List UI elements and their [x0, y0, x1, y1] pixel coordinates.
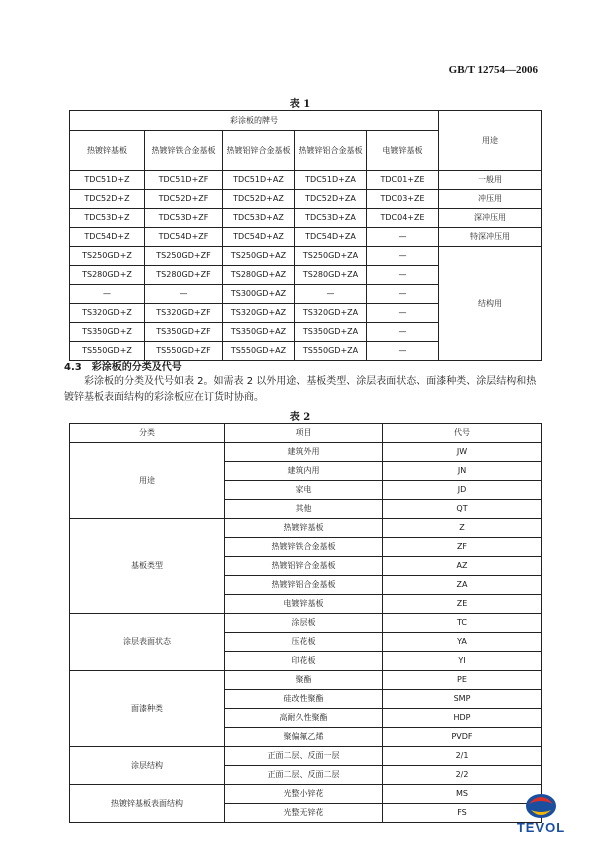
grade-cell: — — [145, 285, 223, 304]
item-cell: 聚偏氟乙烯 — [225, 728, 383, 747]
grade-cell: TS550GD+AZ — [223, 342, 295, 361]
item-cell: 家电 — [225, 481, 383, 500]
item-cell: 热镀锌铁合金基板 — [225, 538, 383, 557]
code-cell: 2/1 — [383, 747, 542, 766]
grade-cell: TDC51D+ZA — [295, 171, 367, 190]
code-cell: Z — [383, 519, 542, 538]
grade-cell: TS280GD+AZ — [223, 266, 295, 285]
column-header-cell: 分类 — [70, 424, 225, 443]
grade-cell: TS250GD+AZ — [223, 247, 295, 266]
code-cell: ZE — [383, 595, 542, 614]
grade-cell: TDC04+ZE — [367, 209, 439, 228]
item-cell: 印花板 — [225, 652, 383, 671]
code-cell: MS — [383, 785, 542, 804]
grade-cell: TS320GD+AZ — [223, 304, 295, 323]
grade-cell: TS250GD+ZA — [295, 247, 367, 266]
grade-cell: TDC03+ZE — [367, 190, 439, 209]
item-cell: 聚酯 — [225, 671, 383, 690]
code-cell: PE — [383, 671, 542, 690]
grade-cell: TS350GD+Z — [70, 323, 145, 342]
grade-cell: TDC01+ZE — [367, 171, 439, 190]
table-row — [70, 671, 542, 690]
code-cell: TC — [383, 614, 542, 633]
category-cell: 基板类型 — [70, 519, 225, 614]
grade-cell: TS280GD+ZF — [145, 266, 223, 285]
table2-caption: 表 2 — [289, 412, 311, 423]
item-cell: 建筑内用 — [225, 462, 383, 481]
grade-cell: — — [367, 304, 439, 323]
code-cell: JN — [383, 462, 542, 481]
grade-cell: — — [367, 342, 439, 361]
grade-cell: TS280GD+Z — [70, 266, 145, 285]
grade-cell: TS350GD+AZ — [223, 323, 295, 342]
grade-cell: TS300GD+AZ — [223, 285, 295, 304]
grade-cell: TS550GD+Z — [70, 342, 145, 361]
code-cell: PVDF — [383, 728, 542, 747]
usage-cell: 结构用 — [439, 247, 542, 361]
grade-cell: TDC54D+Z — [70, 228, 145, 247]
grade-cell: TS550GD+ZA — [295, 342, 367, 361]
item-cell: 正面二层、反面二层 — [225, 766, 383, 785]
usage-cell: 冲压用 — [439, 190, 542, 209]
column-header-cell: 热镀铝锌合金基板 — [223, 131, 295, 171]
item-cell: 光整无锌花 — [225, 804, 383, 823]
grade-cell: TDC51D+ZF — [145, 171, 223, 190]
grade-cell: — — [295, 285, 367, 304]
item-cell: 热镀锌铝合金基板 — [225, 576, 383, 595]
grade-cell: TDC51D+Z — [70, 171, 145, 190]
item-cell: 热镀铝锌合金基板 — [225, 557, 383, 576]
usage-cell: 特深冲压用 — [439, 228, 542, 247]
grade-cell: TDC53D+ZF — [145, 209, 223, 228]
grade-cell: TDC54D+AZ — [223, 228, 295, 247]
tevol-logo-icon — [511, 788, 571, 848]
item-cell: 涂层板 — [225, 614, 383, 633]
table-row — [70, 228, 542, 247]
category-cell: 涂层结构 — [70, 747, 225, 785]
table-row — [70, 785, 542, 804]
item-cell: 其他 — [225, 500, 383, 519]
category-cell: 面漆种类 — [70, 671, 225, 747]
grade-cell: TDC52D+ZF — [145, 190, 223, 209]
grade-cell: — — [367, 247, 439, 266]
grade-cell: — — [367, 285, 439, 304]
category-cell: 用途 — [70, 443, 225, 519]
code-cell: YA — [383, 633, 542, 652]
usage-cell: 深冲压用 — [439, 209, 542, 228]
table-row — [70, 209, 542, 228]
grade-cell: TDC53D+AZ — [223, 209, 295, 228]
usage-header-cell: 用途 — [439, 111, 542, 171]
column-header-cell: 热镀锌铝合金基板 — [295, 131, 367, 171]
category-cell: 涂层表面状态 — [70, 614, 225, 671]
column-header-cell: 代号 — [383, 424, 542, 443]
grade-cell: TS250GD+Z — [70, 247, 145, 266]
item-cell: 光整小锌花 — [225, 785, 383, 804]
column-header-cell: 电镀锌基板 — [367, 131, 439, 171]
table-row — [70, 614, 542, 633]
code-cell: ZF — [383, 538, 542, 557]
column-header-cell: 热镀锌基板 — [70, 131, 145, 171]
grade-cell: TDC52D+Z — [70, 190, 145, 209]
grade-cell: — — [367, 266, 439, 285]
code-cell: JD — [383, 481, 542, 500]
usage-cell: 一般用 — [439, 171, 542, 190]
item-cell: 建筑外用 — [225, 443, 383, 462]
table1-caption: 表 1 — [289, 99, 311, 110]
grade-cell: TDC54D+ZA — [295, 228, 367, 247]
grade-cell: TDC54D+ZF — [145, 228, 223, 247]
grades-table — [69, 110, 542, 361]
code-cell: YI — [383, 652, 542, 671]
table-row — [70, 443, 542, 462]
column-header-cell: 项目 — [225, 424, 383, 443]
section-heading: 4.3 彩涂板的分类及代号 — [64, 362, 182, 373]
table-row — [70, 247, 542, 266]
grade-cell: TDC52D+AZ — [223, 190, 295, 209]
section-paragraph: 彩涂板的分类及代号如表 2。如需表 2 以外用途、基板类型、涂层表面状态、面漆种类、涂层结构和热镀锌基板表面结构的彩涂板应在订货时协商。 — [64, 376, 537, 403]
logo-text: TEVOL — [516, 820, 566, 835]
code-cell: 2/2 — [383, 766, 542, 785]
grade-cell: TDC53D+Z — [70, 209, 145, 228]
grade-cell: TS320GD+ZA — [295, 304, 367, 323]
column-header-cell: 热镀锌铁合金基板 — [145, 131, 223, 171]
code-cell: FS — [383, 804, 542, 823]
code-cell: JW — [383, 443, 542, 462]
grade-cell: TDC52D+ZA — [295, 190, 367, 209]
item-cell: 高耐久性聚酯 — [225, 709, 383, 728]
code-cell: SMP — [383, 690, 542, 709]
code-cell: QT — [383, 500, 542, 519]
grade-cell: — — [367, 228, 439, 247]
grade-cell: TS350GD+ZA — [295, 323, 367, 342]
item-cell: 电镀锌基板 — [225, 595, 383, 614]
grade-cell: — — [367, 323, 439, 342]
item-cell: 硅改性聚酯 — [225, 690, 383, 709]
category-cell: 热镀锌基板表面结构 — [70, 785, 225, 823]
grade-cell: — — [70, 285, 145, 304]
grade-cell: TS320GD+ZF — [145, 304, 223, 323]
grade-cell: TDC51D+AZ — [223, 171, 295, 190]
grade-cell: TS350GD+ZF — [145, 323, 223, 342]
grade-header-cell: 彩涂板的牌号 — [70, 111, 439, 131]
code-cell: AZ — [383, 557, 542, 576]
code-cell: HDP — [383, 709, 542, 728]
grade-cell: TS280GD+ZA — [295, 266, 367, 285]
item-cell: 热镀锌基板 — [225, 519, 383, 538]
classification-table — [69, 423, 542, 823]
grade-cell: TS320GD+Z — [70, 304, 145, 323]
grade-cell: TDC53D+ZA — [295, 209, 367, 228]
item-cell: 正面二层、反面一层 — [225, 747, 383, 766]
table2-header-row — [70, 424, 542, 443]
table1-header-row — [70, 111, 542, 131]
item-cell: 压花板 — [225, 633, 383, 652]
table-row — [70, 171, 542, 190]
grade-cell: TS250GD+ZF — [145, 247, 223, 266]
grade-cell: TS550GD+ZF — [145, 342, 223, 361]
code-cell: ZA — [383, 576, 542, 595]
table-row — [70, 190, 542, 209]
table-row — [70, 519, 542, 538]
standard-number: GB/T 12754—2006 — [448, 64, 538, 76]
table-row — [70, 747, 542, 766]
